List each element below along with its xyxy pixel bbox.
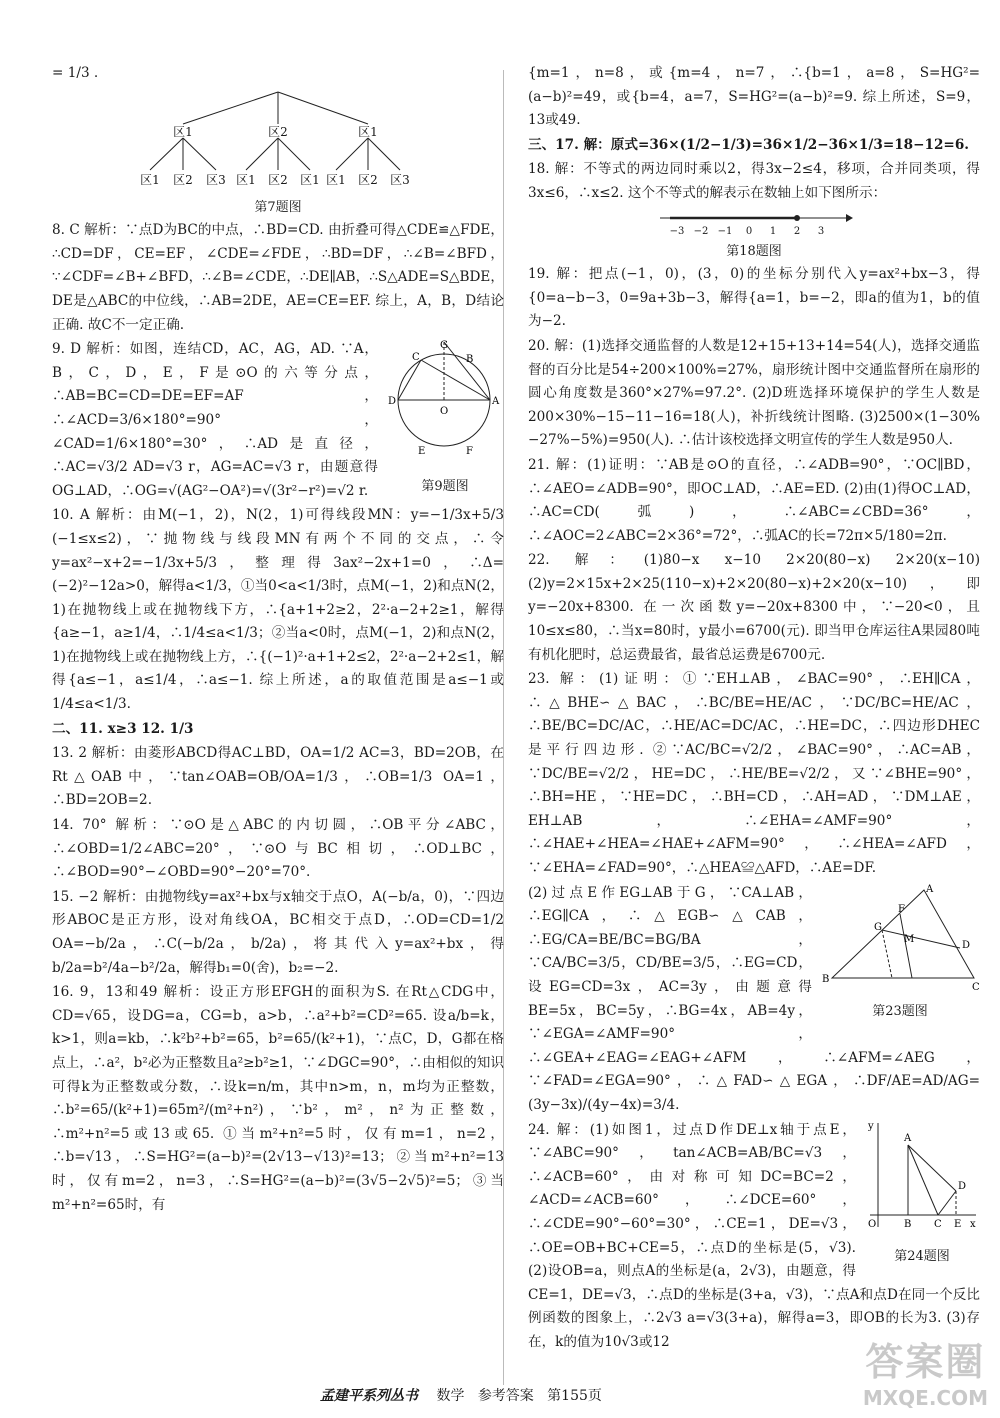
answer-q14: 14. 70° 解析：∵⊙O是△ABC的内切圆，∴OB平分∠ABC，∴∠OBD=1/2∠ABC=20°，∵⊙O与BC相切，∴OD⊥BC，∴∠BOD=90°−∠OBD=90°−20°=70°. [52,817,504,881]
figure-24 [864,1119,980,1269]
svg-text:E: E [418,446,426,458]
figure-caption: 第9题图 [421,478,469,494]
svg-text:G: G [874,921,882,933]
answer-q13: 13. 2 解析：由菱形ABCD得AC⊥BD，OA=1/2 AC=3，BD=2OB，在Rt△OAB中，∵tan∠OAB=OB/OA=1/3，∴OB=1/3 OA=1，∴BD=2OB=2. [52,745,504,809]
fraction-result: = 1/3 . [52,65,99,81]
tree-diagram [128,88,428,194]
answer-q17: 三、17. 解：原式=36×(1/2−1/3)=36×1/2−36×1/3=18−12=6. [528,136,970,153]
figure-caption: 第24题图 [894,1249,950,1265]
svg-text:G: G [440,340,448,352]
svg-text:D: D [962,939,971,951]
svg-text:F: F [898,903,905,915]
tree-leaf: 区1 [236,172,256,187]
section-2: 二、11. x≥3 12. 1/3 [52,720,194,737]
svg-text:C: C [972,981,980,992]
answers-label: 参考答案 [477,1388,534,1404]
tree-leaf: 区2 [358,172,378,187]
page-footer [320,1385,760,1405]
answer-q23-part1: 23. 解：(1)证明：①∵EH⊥AB，∠BAC=90°，∴EH∥CA，∴△BHE∽△BAC，∴BC/BE=HE/AC，∵DC/BC=HE/AC，∴BE/BC=DC/AC，∴HE/AC=DC/AC，∴HE=DC，∴四边形DHEC是平行四边形. ②∵AC/BC=√2/2，∠BAC=90°，∴AC=AB，∵DC/BE=√2/2，HE=DC，∴HE/BE=√2/2，又∵∠BHE=90°，∴BH=HE，∵HE=DC，∴BH=CD，∴AH=AD，∵DM⊥AE，EH⊥AB，∴∠EHA=∠AMF=90°，∴∠HAE+∠HEA=∠HAE+∠AFM=90°，∴∠HEA=∠AFD，∵∠EHA=∠FAD=90°，∴△HEA≌△AFD，∴AE=DF. [528,671,980,876]
svg-text:E: E [954,1218,962,1230]
answer-q19: 19. 解：把点(−1，0)，(3，0)的坐标分别代入y=ax²+bx−3，得{0=a−b−3，0=9a+3b−3，解得{a=1，b=−2，即a的值为1，b的值为−2. [528,266,980,330]
answer-q15: 15. −2 解析：由抛物线y=ax²+bx与x轴交于点O，A(−b/a，0)，∵四边形ABOC是正方形，设对角线OA，BC相交于点D，∴OD=CD=1/2 OA=−b/2a，∴C(−b/2a，b/2a)，将其代入y=ax²+bx，得b/2a=b²/4a−b²/2a，解得b₁=0(舍)，b₂=−2. [52,888,504,976]
answer-q8: 8. C 解析：∵点D为BC的中点，∴BD=CD. 由折叠可得△CDE≌△FDE，∴CD=DF，CE=EF，∠CDE=∠FDE，∴BD=DF，∴∠B=∠BFD，∵∠CDF=∠B+∠BFD，∴∠B=∠CDE，∴DE∥AB，∴S△ADE=S△BDE，DE是△ABC的中位线，∴AB=2DE，AE=CE=EF. 综上，A，B，D结论正确. 故C不一定正确. [52,222,504,333]
tick-label: −3 [669,225,685,237]
svg-text:D: D [388,396,397,408]
series-brand: 孟建平系列丛书 [320,1388,418,1404]
svg-text:A: A [904,1132,912,1144]
svg-text:C: C [934,1218,942,1230]
answer-q10: 10. A 解析：由M(−1，2)，N(2，1)可得线段MN：y=−1/3x+5/3 (−1≤x≤2)，∵抛物线与线段MN有两个不同的交点，∴令y=ax²−x+2=−1/3x+5/3，整理得3ax²−2x+1=0，∴Δ=(−2)²−12a>0，解得a<1/3，①当0<a<1/3时，点M(−1，2)和点N(2，1)在抛物线上或在抛物线下方，∴{a+1+2≥2，2²·a−2+2≥1，解得{a≥−1，a≥1/4，∴1/4≤a<1/3；②当a<0时，点M(−1，2)和点N(2，1)在抛物线上或在抛物线上方，∴{(−1)²·a+1+2≤2，2²·a−2+2≤1，解得{a≤−1，a≤1/4，∴a≤−1. 综上所述，a的取值范围是a≤−1或1/4≤a<1/3. [52,507,504,713]
tick-label: −1 [717,225,733,237]
number-line [654,208,854,238]
tree-leaf: 区3 [390,172,410,187]
svg-text:M: M [904,933,915,945]
tree-leaf: 区1 [140,172,160,187]
coordinate-figure [864,1119,980,1237]
svg-text:A: A [492,396,500,408]
tick-label: −2 [693,225,709,237]
answer-q16: 16. 9，13和49 解析：设正方形EFGH的面积为S. 在Rt△CDG中，CD=√65，设DG=a，CG=b，a>b，∴a²+b²=CD²=65. 设a/b=k，k>1，则a=kb，∴k²b²+b²=65，b²=65/(k²+1)，∵点C，D，G都在格点上，∴a²，b²必为正整数且a²≥b²≥1，∵∠DGC=90°，∴由相似的知识可得k为正整数或分数，∴设k=n/m，其中n>m，n，m均为正整数，∴b²=65/(k²+1)=65m²/(m²+n²)，∵b²，m²，n²为正整数，∴m²+n²=5或13或65. ①当m²+n²=5时，仅有m=1，n=2，∴b=√13，∴S=HG²=(a−b)²=(2√13−√13)²=13；②当m²+n²=13时，仅有m=2，n=3，∴S=HG²=(a−b)²=(3√5−2√5)²=5；③当m²+n²=65时，有 [52,984,504,1213]
tree-leaf: 区2 [173,172,193,187]
watermark [863,1331,988,1410]
tree-leaf: 区3 [206,172,226,187]
svg-text:B: B [822,973,830,985]
answer-q16-continued: {m=1，n=8，或{m=4，n=7，∴{b=1，a=8，S=HG²=(a−b)²=49，或{b=4，a=7，S=HG²=(a−b)²=9. 综上所述，S=9，13或49. [528,65,980,129]
left-column [52,62,504,1218]
triangle-figure [820,882,980,992]
svg-text:D: D [958,1180,967,1192]
answer-q20: 20. 解：(1)选择交通监督的人数是12+15+13+14=54(人)，选择交通监督的百分比是54÷200×100%=27%，扇形统计图中交通监督所在扇形的圆心角度数是360°×27%=97.2°. (2)D班选择环境保护的学生人数是200×30%−15−11−16=18(人)，补折线统计图略. (3)2500×(1−30%−27%−5%)=950(人). ∴估计该校选择文明宣传的学生人数是950人. [528,337,980,449]
tree-node: 区1 [358,124,378,139]
svg-text:C: C [412,352,420,364]
figure-caption: 第18题图 [726,243,782,259]
answer-q21: 21. 解：(1)证明：∵AB是⊙O的直径，∴∠ADB=90°，∵OC∥BD，∴∠AEO=∠ADB=90°，即OC⊥AD，∴AE=ED. (2)由(1)得OC⊥AD，∴AC=CD(弧)，∴∠ABC=∠CBD=36°，∴∠AOC=2∠ABC=2×36°=72°，∴弧AC的长=72π×5/180=2π. [528,456,980,544]
tree-leaf: 区1 [326,172,346,187]
tree-node: 区2 [268,124,288,139]
svg-text:F: F [466,446,473,458]
svg-text:x: x [970,1218,976,1230]
tick-label: 1 [769,225,777,237]
figure-9 [386,338,504,498]
svg-text:y: y [868,1120,874,1132]
svg-text:B: B [466,354,474,366]
answer-q23-part2: (2)过点E作EG⊥AB于G，∵CA⊥AB，∴EG∥CA，∴△EGB∽△CAB，∴EG/CA=BE/BC=BG/BA，∵CA/BC=3/5，CD/BE=3/5，∴EG=CD，设EG=CD=3x，AC=3y，由题意得BE=5x，BC=5y，∴BG=4x，AB=4y，∵∠EGA=∠AMF=90°，∴∠GEA+∠EAG=∠EAG+∠AFM，∴∠AFM=∠AEG，∵∠FAD=∠EGA=90°，∴△FAD∽△EGA，∴DF/AE=AD/AG=(3y−3x)/(4y−4x)=3/4. [528,884,980,1113]
svg-text:O: O [440,406,449,418]
subject-label: 数学 [436,1388,465,1404]
circle-figure [386,338,504,466]
tree-leaf: 区1 [300,172,320,187]
watermark-url: MXQE.COM [862,1386,988,1410]
right-column [528,62,980,1355]
svg-text:B: B [904,1218,912,1230]
answer-q9: 9. D 解析：如图，连结CD，AC，AG，AD. ∵A，B，C，D，E，F是⊙O的六等分点，∴AB=BC=CD=DE=EF=AF，∴∠ACD=3/6×180°=90°，∠CAD=1/6×180°=30°，∴AD是直径，∴AC=√3/2 AD=√3 r，AG=AC=√3 r，由题意得OG⊥AD，∴OG=√(AG²−OA²)=√(3r²−r²)=√2 r. [52,341,378,499]
figure-caption: 第7题图 [254,199,302,215]
answer-q24: 24. 解：(1)如图1，过点D作DE⊥x轴于点E，∵∠ABC=90°，tan∠ACB=AB/BC=√3，∴∠ACB=60°，由对称可知DC=BC=2，∠ACD=∠ACB=60°，∴∠DCE=60°，∴∠CDE=90°−60°=30°，∴CE=1，DE=√3，∴OE=OB+BC+CE=5，∴点D的坐标是(5，√3). (2)设OB=a，则点A的坐标是(a，2√3)，由题意，得CE=1，DE=√3，∴点D的坐标是(3+a，√3)，∵点A和点D在同一个反比例函数的图象上，∴2√3 a=√3(3+a)，解得a=3，即OB的长为3. (3)存在，k的值为10√3或12 [528,1121,980,1350]
tick-label: 0 [745,225,753,237]
figure-caption: 第23题图 [872,1004,928,1020]
page-number: 第155页 [547,1388,602,1404]
svg-text:A: A [926,883,934,895]
answer-q22: 22. 解：(1)80−x x−10 2×20(80−x) 2×20(x−10) (2)y=2×15x+2×25(110−x)+2×20(80−x)+2×20(x−10)，即y=−20x+8300. 在一次函数y=−20x+8300中，∵−20<0，且10≤x≤80，∴当x=80时，y最小=6700(元). 即当甲仓库运往A果园80吨有机化肥时，总运费最省，最省总运费是6700元. [528,552,980,663]
tree-leaf: 区2 [268,172,288,187]
answer-q18: 18. 解：不等式的两边同时乘以2，得3x−2≤4，移项，合并同类项，得3x≤6，∴x≤2. 这个不等式的解表示在数轴上如下图所示： [528,161,980,201]
svg-text:O: O [868,1218,877,1230]
tick-label: 3 [817,225,825,237]
tree-node: 区1 [173,124,193,139]
tick-label: 2 [793,225,801,237]
watermark-logo: 答案圈 [865,1340,986,1384]
figure-23 [820,882,980,1024]
